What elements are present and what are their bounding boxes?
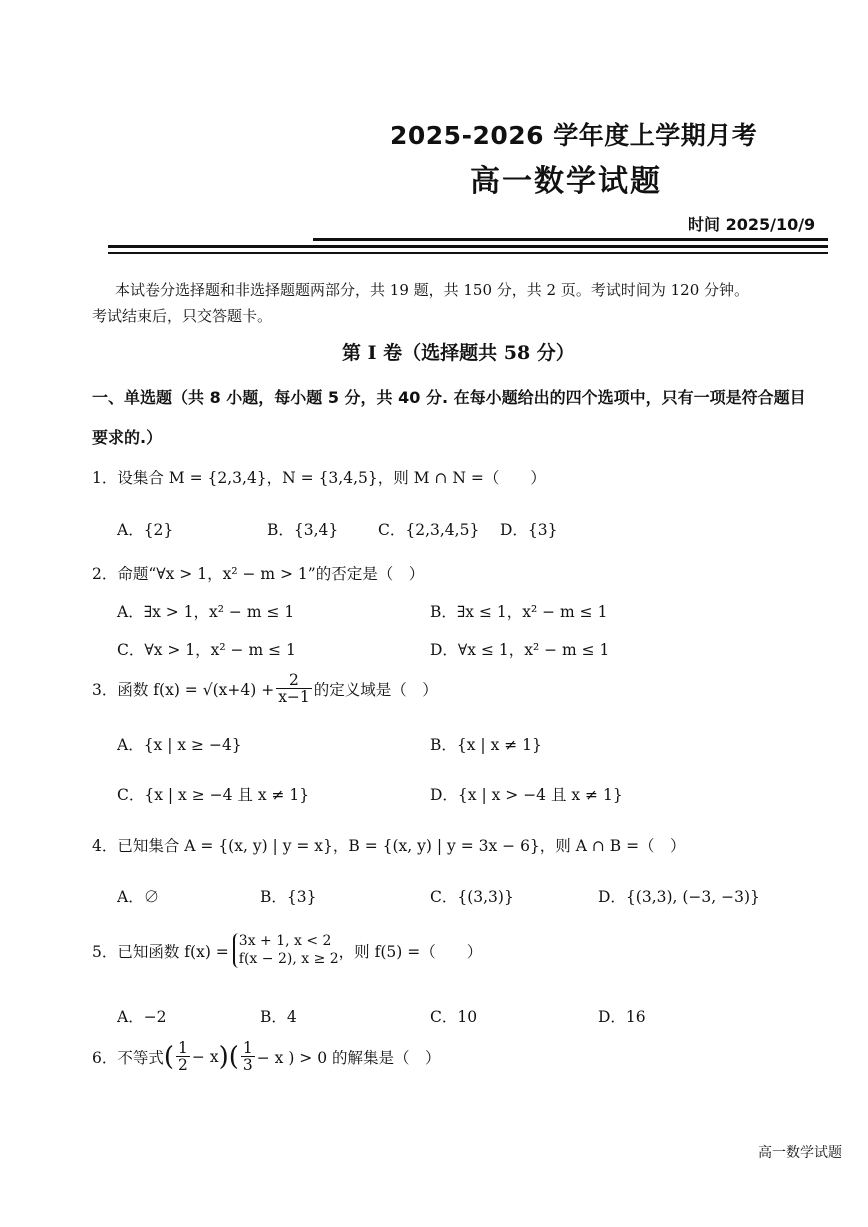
question-2-option-c: C．∀x > 1，x² − m ≤ 1 — [117, 641, 296, 659]
exam-subject-title: 高一数学试题 — [470, 164, 662, 199]
question-1-stem: 1．设集合 M = {2,3,4}，N = {3,4,5}，则 M ∩ N =（ ） — [92, 469, 546, 487]
question-6-fraction-1 — [176, 1040, 190, 1074]
question-2-option-a: A．∃x > 1，x² − m ≤ 1 — [117, 603, 295, 621]
question-6-fraction-2 — [241, 1040, 255, 1074]
intro-line-2: 考试结束后，只交答题卡。 — [92, 307, 273, 325]
question-3-stem-prefix: 3．函数 f(x) = √(x+4) + — [92, 680, 275, 699]
question-2-option-d: D．∀x ≤ 1，x² − m ≤ 1 — [430, 641, 610, 659]
question-6-paren-open-2: ( — [228, 1041, 239, 1072]
part1-heading-line1: 一、单选题（共 8 小题，每小题 5 分，共 40 分. 在每小题给出的四个选项中，只有一项是符合题目 — [92, 388, 806, 407]
question-6-mid: − x — [191, 1047, 219, 1066]
header-rule-top — [313, 238, 828, 241]
question-4-option-d: D．{(3,3), (−3, −3)} — [598, 888, 760, 906]
question-3-fraction-numerator: 2 — [276, 672, 312, 689]
question-3-option-c: C．{x | x ≥ −4 且 x ≠ 1} — [117, 786, 310, 804]
question-1-option-d: D．{3} — [500, 521, 558, 539]
question-6-fraction-1-numerator: 1 — [178, 1039, 188, 1057]
question-3-fraction-denominator: x−1 — [278, 688, 310, 707]
header-rule-bottom — [108, 252, 828, 254]
question-6-paren-open-1: ( — [163, 1041, 175, 1072]
part1-heading-line2: 要求的.） — [92, 428, 163, 447]
exam-year-title: 2025-2026 学年度上学期月考 — [390, 121, 758, 150]
exam-date: 时间 2025/10/9 — [688, 215, 816, 234]
question-4-option-b: B．{3} — [260, 888, 317, 906]
question-4-option-c: C．{(3,3)} — [430, 888, 514, 906]
question-6-fraction-2-denominator: 3 — [242, 1056, 253, 1075]
question-5-stem — [92, 933, 482, 968]
question-5-option-b: B．4 — [260, 1008, 297, 1026]
question-3-option-d: D．{x | x > −4 且 x ≠ 1} — [430, 786, 623, 804]
section-title: 第 Ⅰ 卷（选择题共 58 分） — [342, 342, 575, 364]
question-5-option-a: A．−2 — [117, 1008, 167, 1026]
question-5-case-1: 3x + 1, x < 2 — [238, 933, 332, 949]
question-3-option-a: A．{x | x ≥ −4} — [117, 736, 242, 754]
intro-line-1: 本试卷分选择题和非选择题题两部分，共 19 题，共 150 分，共 2 页。考试时间为 120 分钟。 — [115, 281, 750, 299]
question-5-option-c: C．10 — [430, 1008, 478, 1026]
question-6-stem-suffix: − x ) > 0 的解集是（ ） — [256, 1048, 441, 1067]
question-1-option-b: B．{3,4} — [267, 521, 339, 539]
question-3-option-b: B．{x | x ≠ 1} — [430, 736, 542, 754]
question-3-fraction — [276, 672, 312, 706]
question-2-stem: 2．命题“∀x > 1，x² − m > 1”的否定是（ ） — [92, 565, 425, 583]
question-5-case-2: f(x − 2), x ≥ 2 — [238, 950, 339, 967]
question-3-stem — [92, 672, 438, 706]
question-6-stem — [92, 1040, 441, 1074]
question-3-stem-suffix: 的定义域是（ ） — [313, 680, 438, 699]
question-5-stem-prefix: 5．已知函数 f(x) = — [92, 942, 229, 961]
question-5-stem-suffix: ，则 f(5) =（ ） — [338, 942, 483, 961]
question-6-stem-prefix: 6．不等式 — [92, 1048, 164, 1067]
header-rule-middle — [108, 245, 828, 248]
question-6-fraction-2-numerator: 1 — [242, 1039, 253, 1057]
question-5-option-d: D．16 — [598, 1008, 646, 1026]
question-5-piecewise — [233, 933, 339, 968]
question-1-option-c: C．{2,3,4,5} — [378, 521, 480, 539]
question-1-option-a: A．{2} — [117, 521, 174, 539]
question-2-option-b: B．∃x ≤ 1，x² − m ≤ 1 — [430, 603, 608, 621]
question-6-fraction-1-denominator: 2 — [178, 1056, 188, 1075]
question-4-option-a: A．∅ — [117, 888, 160, 906]
page-footer: 高一数学试题 — [758, 1145, 842, 1161]
question-6-paren-close-1: ) — [218, 1041, 229, 1072]
question-4-stem: 4．已知集合 A = {(x, y) | y = x}，B = {(x, y) | y = 3x − 6}，则 A ∩ B =（ ） — [92, 837, 686, 855]
